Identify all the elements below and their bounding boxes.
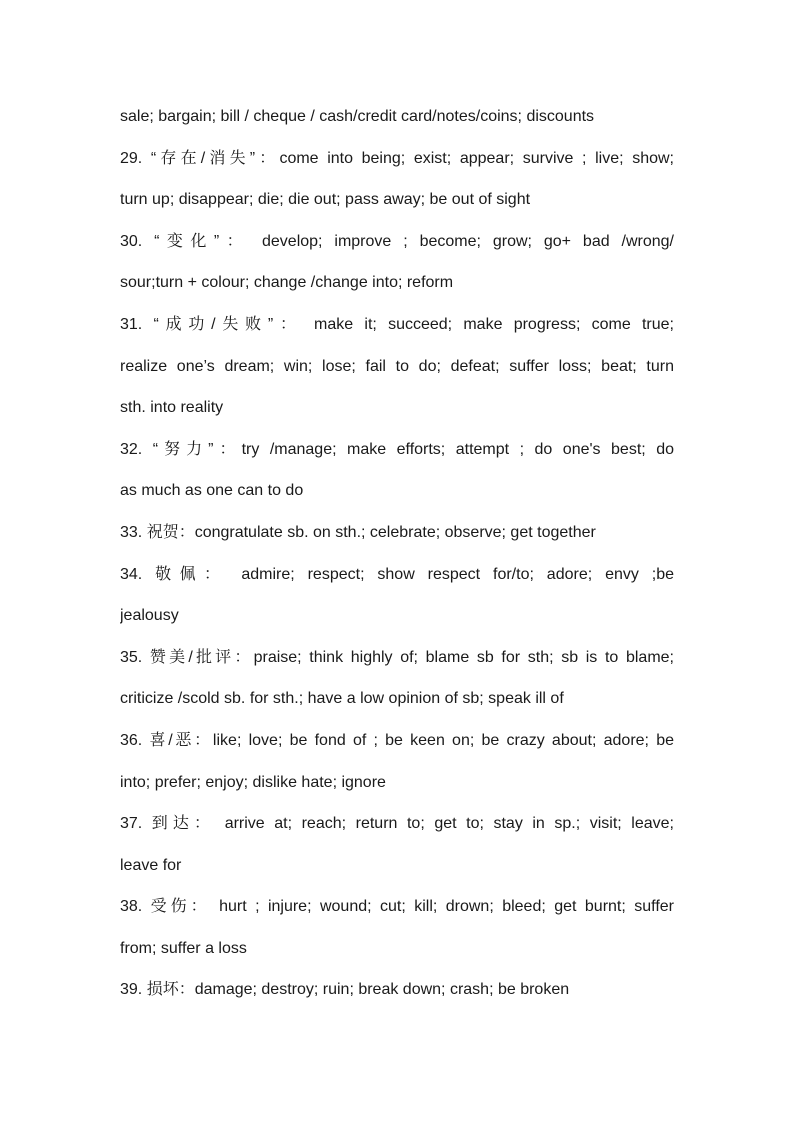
entry-35-line-1: 35. 赞美/批评：praise; think highly of; blame sb for sth; sb is to blame;	[120, 648, 674, 666]
entry-30-line-2: sour;turn + colour; change /change into; reform	[120, 274, 454, 292]
entry-36-line-2: into; prefer; enjoy; dislike hate; ignore	[120, 773, 386, 791]
entry-29-line-1: 29. “存在/消失”：come into being; exist; appear; survive ; live; show;	[120, 149, 674, 167]
entry-37-line-1: 37. 到达： arrive at; reach; return to; get to; stay in sp.; visit; leave;	[120, 815, 674, 833]
entry-31-line-1: 31. “成功/失败”： make it; succeed; make progress; come true;	[120, 315, 674, 333]
entry-39-line-1: 39. 损坏：damage; destroy; ruin; break down; crash; be broken	[120, 981, 570, 999]
entry-35-line-2: criticize /scold sb. for sth.; have a low opinion of sb; speak ill of	[120, 690, 564, 708]
entry-34-line-1: 34. 敬佩： admire; respect; show respect for/to; adore; envy ;be	[120, 565, 674, 583]
entry-33-line-1: 33. 祝贺：congratulate sb. on sth.; celebrate; observe; get together	[120, 523, 596, 541]
entry-38-line-2: from; suffer a loss	[120, 939, 247, 957]
entry-37-line-2: leave for	[120, 856, 182, 874]
document-body	[120, 96, 674, 1011]
entry-32-line-1: 32. “努力”：try /manage; make efforts; attempt ; do one's best; do	[120, 440, 674, 458]
text-line: sale; bargain; bill / cheque / cash/credit card/notes/coins; discounts	[120, 108, 595, 125]
entry-32-line-2: as much as one can to do	[120, 482, 304, 500]
entry-29-line-2: turn up; disappear; die; die out; pass away; be out of sight	[120, 191, 531, 209]
entry-31-line-2: realize one’s dream; win; lose; fail to do; defeat; suffer loss; beat; turn	[120, 357, 674, 375]
entry-30-line-1: 30. “变化”： develop; improve ; become; grow; go+ bad /wrong/	[120, 232, 674, 250]
entry-38-line-1: 38. 受伤： hurt ; injure; wound; cut; kill; drown; bleed; get burnt; suffer	[120, 898, 674, 916]
entry-34-line-2: jealousy	[120, 607, 179, 625]
entry-31-line-3: sth. into reality	[120, 399, 224, 417]
entry-36-line-1: 36. 喜/恶：like; love; be fond of ; be keen on; be crazy about; adore; be	[120, 731, 674, 749]
